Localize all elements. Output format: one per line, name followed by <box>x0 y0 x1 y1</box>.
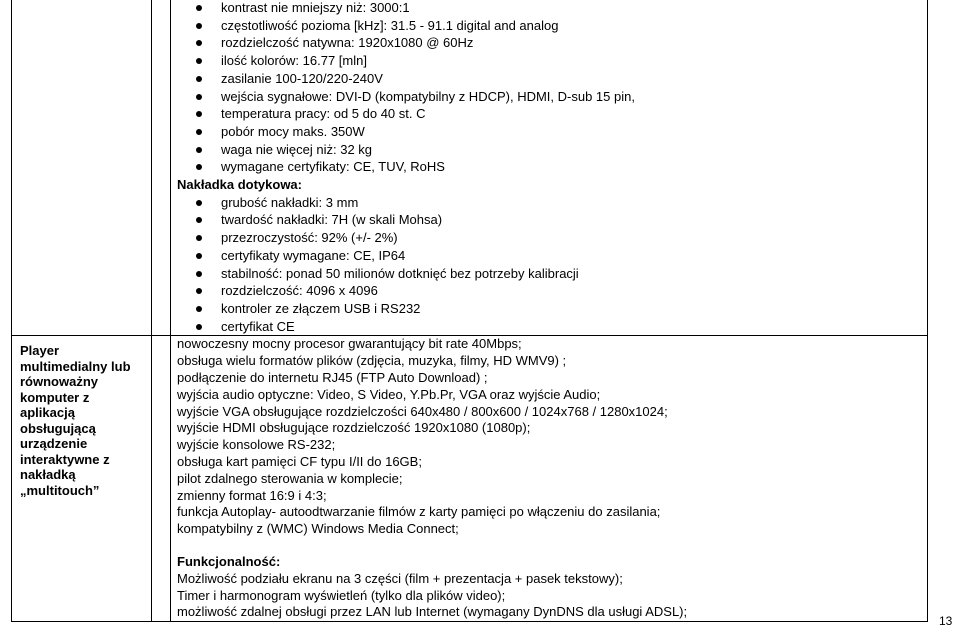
page-number: 13 <box>939 614 953 628</box>
list-item: temperatura pracy: od 5 do 40 st. C <box>177 105 927 123</box>
list-item: grubość nakładki: 3 mm <box>177 194 927 212</box>
player-specs-cell <box>171 336 928 622</box>
list-item: certyfikaty wymagane: CE, IP64 <box>177 247 927 265</box>
list-item: wymagane certyfikaty: CE, TUV, RoHS <box>177 158 927 176</box>
list-item: kontrast nie mniejszy niż: 3000:1 <box>177 0 927 17</box>
list-item: rozdzielczość natywna: 1920x1080 @ 60Hz <box>177 34 927 52</box>
list-item: zasilanie 100-120/220-240V <box>177 70 927 88</box>
player-spec-line: wyjścia audio optyczne: Video, S Video, Y.Pb.Pr, VGA oraz wyjście Audio; <box>177 386 601 402</box>
functionality-line: Możliwość podziału ekranu na 3 części (film + prezentacja + pasek tekstowy); <box>177 570 623 586</box>
monitor-spec-list <box>177 0 927 176</box>
player-spec-line: obsługa wielu formatów plików (zdjęcia, muzyka, filmy, HD WMV9) ; <box>177 353 567 369</box>
list-item: ilość kolorów: 16.77 [mln] <box>177 52 927 70</box>
list-item: stabilność: ponad 50 milionów dotknięć bez potrzeby kalibracji <box>177 265 927 283</box>
empty-spacer-cell <box>152 336 171 622</box>
overlay-spec-list <box>177 194 927 336</box>
player-spec-line: obsługa kart pamięci CF typu I/II do 16GB; <box>177 453 422 469</box>
player-spec-line: kompatybilny z (WMC) Windows Media Connect; <box>177 521 459 537</box>
player-spec-line: wyjście HDMI obsługujące rozdzielczość 1920x1080 (1080p); <box>177 420 531 436</box>
list-item: wejścia sygnałowe: DVI-D (kompatybilny z HDCP), HDMI, D-sub 15 pin, <box>177 88 927 106</box>
player-spec-line: wyjście VGA obsługujące rozdzielczości 640x480 / 800x600 / 1024x768 / 1280x1024; <box>177 403 668 419</box>
player-spec-line: podłączenie do internetu RJ45 (FTP Auto Download) ; <box>177 369 488 385</box>
list-item: częstotliwość pozioma [kHz]: 31.5 - 91.1 digital and analog <box>177 17 927 35</box>
functionality-heading: Funkcjonalność: <box>177 553 281 569</box>
table-row <box>12 0 928 336</box>
list-item: pobór mocy maks. 350W <box>177 123 927 141</box>
overlay-heading: Nakładka dotykowa: <box>177 177 302 193</box>
list-item: kontroler ze złączem USB i RS232 <box>177 300 927 318</box>
list-item: waga nie więcej niż: 32 kg <box>177 141 927 159</box>
table-row <box>12 336 928 622</box>
list-item: przezroczystość: 92% (+/- 2%) <box>177 229 927 247</box>
player-spec-line: funkcja Autoplay- autoodtwarzanie filmów z karty pamięci po włączeniu do zasilania; <box>177 504 661 520</box>
player-spec-line: nowoczesny mocny procesor gwarantujący bit rate 40Mbps; <box>177 336 522 352</box>
spacer <box>177 538 927 554</box>
player-spec-line: pilot zdalnego sterowania w komplecie; <box>177 470 403 486</box>
list-item: rozdzielczość: 4096 x 4096 <box>177 282 927 300</box>
player-label: Player multimedialny lub równoważny komputer z aplikacją obsługującą urządzenie interaktywne z nakładką „multitouch” <box>12 336 152 622</box>
player-spec-line: wyjście konsolowe RS-232; <box>177 437 336 453</box>
empty-spacer-cell <box>152 0 171 336</box>
spec-table <box>11 0 928 622</box>
list-item: certyfikat CE <box>177 318 927 336</box>
monitor-specs-cell <box>171 0 928 336</box>
empty-label-cell <box>12 0 152 336</box>
functionality-line: Timer i harmonogram wyświetleń (tylko dla plików video); <box>177 587 506 603</box>
functionality-line: możliwość zdalnej obsługi przez LAN lub Internet (wymagany DynDNS dla usługi ADSL); <box>177 604 688 620</box>
list-item: twardość nakładki: 7H (w skali Mohsa) <box>177 211 927 229</box>
player-spec-line: zmienny format 16:9 i 4:3; <box>177 487 327 503</box>
